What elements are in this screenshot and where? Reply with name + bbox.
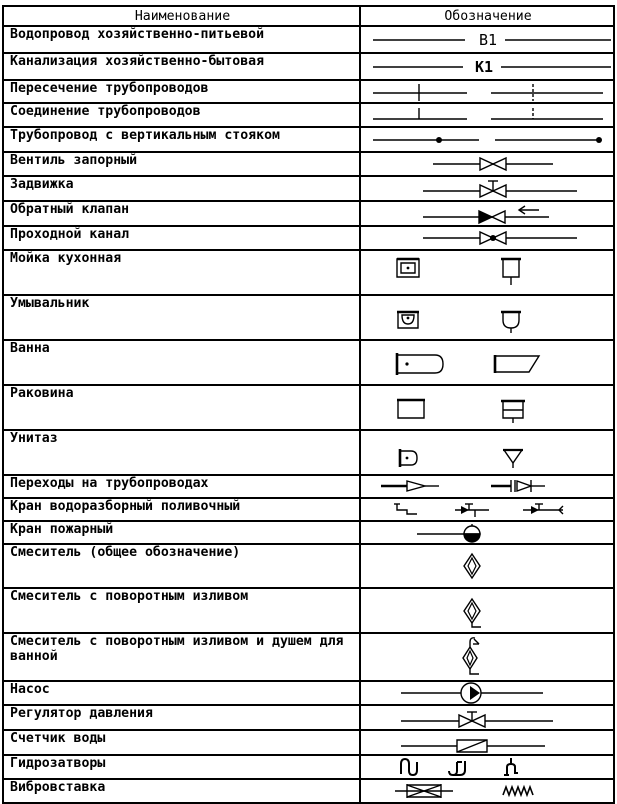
bathtub-icon bbox=[367, 343, 614, 383]
table-row bbox=[3, 340, 614, 385]
shower-mixer-icon bbox=[367, 635, 614, 679]
table-row bbox=[3, 544, 614, 588]
table-row bbox=[3, 226, 614, 250]
riser-pipe-symbol bbox=[367, 130, 614, 150]
header-symbol: Обозначение bbox=[360, 6, 614, 26]
symbol-cell bbox=[360, 521, 614, 544]
symbol-cell bbox=[360, 755, 614, 779]
row-name: Переходы на трубопроводах bbox=[3, 475, 360, 498]
row-name: Водопровод хозяйственно-питьевой bbox=[3, 26, 360, 53]
table-row bbox=[3, 385, 614, 430]
row-name: Смеситель (общее обозначение) bbox=[3, 544, 360, 588]
symbol-cell bbox=[360, 475, 614, 498]
row-name: Гидрозатворы bbox=[3, 755, 360, 779]
symbol-cell bbox=[360, 295, 614, 340]
symbol-cell bbox=[360, 103, 614, 127]
gate-valve-icon bbox=[367, 178, 614, 200]
row-name: Кран пожарный bbox=[3, 521, 360, 544]
table-row bbox=[3, 103, 614, 127]
washbasin-icon bbox=[367, 298, 614, 338]
watering-tap-icon bbox=[367, 500, 614, 520]
row-name: Унитаз bbox=[3, 430, 360, 475]
water-supply-code: B1 bbox=[479, 30, 498, 49]
row-name: Вибровставка bbox=[3, 779, 360, 803]
row-name: Задвижка bbox=[3, 176, 360, 201]
table-row bbox=[3, 430, 614, 475]
check-valve-icon bbox=[367, 203, 614, 225]
symbol-cell bbox=[360, 226, 614, 250]
symbol-cell bbox=[360, 730, 614, 755]
symbol-cell bbox=[360, 340, 614, 385]
symbol-cell bbox=[360, 385, 614, 430]
pipe-crossing-symbol bbox=[367, 82, 614, 102]
row-name: Трубопровод с вертикальным стояком bbox=[3, 127, 360, 152]
header-name: Наименование bbox=[3, 6, 360, 26]
symbol-cell bbox=[360, 127, 614, 152]
sewer-line-symbol bbox=[367, 56, 614, 78]
row-name: Регулятор давления bbox=[3, 705, 360, 730]
row-name: Вентиль запорный bbox=[3, 152, 360, 176]
symbol-cell bbox=[360, 176, 614, 201]
fire-hydrant-icon bbox=[367, 523, 614, 543]
table-row bbox=[3, 705, 614, 730]
table-row bbox=[3, 152, 614, 176]
pressure-regulator-icon bbox=[367, 707, 614, 729]
water-seal-icon bbox=[367, 756, 614, 778]
table-row bbox=[3, 201, 614, 226]
shutoff-valve-icon bbox=[367, 154, 614, 174]
pump-icon bbox=[367, 682, 614, 704]
mixer-icon bbox=[367, 546, 614, 586]
pipe-connection-symbol bbox=[367, 105, 614, 125]
row-name: Счетчик воды bbox=[3, 730, 360, 755]
row-name: Пересечение трубопроводов bbox=[3, 80, 360, 103]
table-row bbox=[3, 755, 614, 779]
row-name: Умывальник bbox=[3, 295, 360, 340]
kitchen-sink-icon bbox=[367, 253, 614, 293]
row-name: Канализация хозяйственно-бытовая bbox=[3, 53, 360, 80]
row-name: Соединение трубопроводов bbox=[3, 103, 360, 127]
table-row bbox=[3, 588, 614, 633]
row-name: Раковина bbox=[3, 385, 360, 430]
table-row bbox=[3, 475, 614, 498]
symbol-cell bbox=[360, 26, 614, 53]
table-row bbox=[3, 26, 614, 53]
row-name: Насос bbox=[3, 681, 360, 705]
symbol-cell bbox=[360, 250, 614, 295]
row-name: Смеситель с поворотным изливом bbox=[3, 588, 360, 633]
row-name: Смеситель с поворотным изливом и душем для ванной bbox=[3, 633, 360, 681]
row-name: Обратный клапан bbox=[3, 201, 360, 226]
sewer-code: K1 bbox=[475, 57, 494, 76]
symbol-cell bbox=[360, 201, 614, 226]
table-row bbox=[3, 681, 614, 705]
symbol-cell bbox=[360, 681, 614, 705]
straight-valve-icon bbox=[367, 228, 614, 248]
symbol-cell bbox=[360, 80, 614, 103]
row-name: Кран водоразборный поливочный bbox=[3, 498, 360, 521]
row-name: Ванна bbox=[3, 340, 360, 385]
vibration-insert-icon bbox=[367, 781, 614, 801]
table-row bbox=[3, 779, 614, 803]
table-row bbox=[3, 521, 614, 544]
table-row bbox=[3, 176, 614, 201]
table-row bbox=[3, 53, 614, 80]
symbol-cell bbox=[360, 53, 614, 80]
symbol-cell bbox=[360, 779, 614, 803]
symbol-cell bbox=[360, 633, 614, 681]
table-row bbox=[3, 498, 614, 521]
symbol-cell bbox=[360, 588, 614, 633]
symbol-cell bbox=[360, 544, 614, 588]
swivel-mixer-icon bbox=[367, 591, 614, 631]
sink-icon bbox=[367, 388, 614, 428]
row-name: Мойка кухонная bbox=[3, 250, 360, 295]
table-row bbox=[3, 80, 614, 103]
table-row bbox=[3, 730, 614, 755]
toilet-icon bbox=[367, 433, 614, 473]
water-supply-line-symbol bbox=[367, 29, 614, 51]
header-row bbox=[3, 6, 614, 26]
symbol-cell bbox=[360, 498, 614, 521]
symbol-cell bbox=[360, 430, 614, 475]
table-row bbox=[3, 250, 614, 295]
legend-table bbox=[2, 5, 615, 804]
table-row bbox=[3, 127, 614, 152]
table-row bbox=[3, 295, 614, 340]
symbol-cell bbox=[360, 705, 614, 730]
water-meter-icon bbox=[367, 732, 614, 754]
table-row bbox=[3, 633, 614, 681]
pipe-transition-icon bbox=[367, 477, 614, 497]
symbol-cell bbox=[360, 152, 614, 176]
row-name: Проходной канал bbox=[3, 226, 360, 250]
